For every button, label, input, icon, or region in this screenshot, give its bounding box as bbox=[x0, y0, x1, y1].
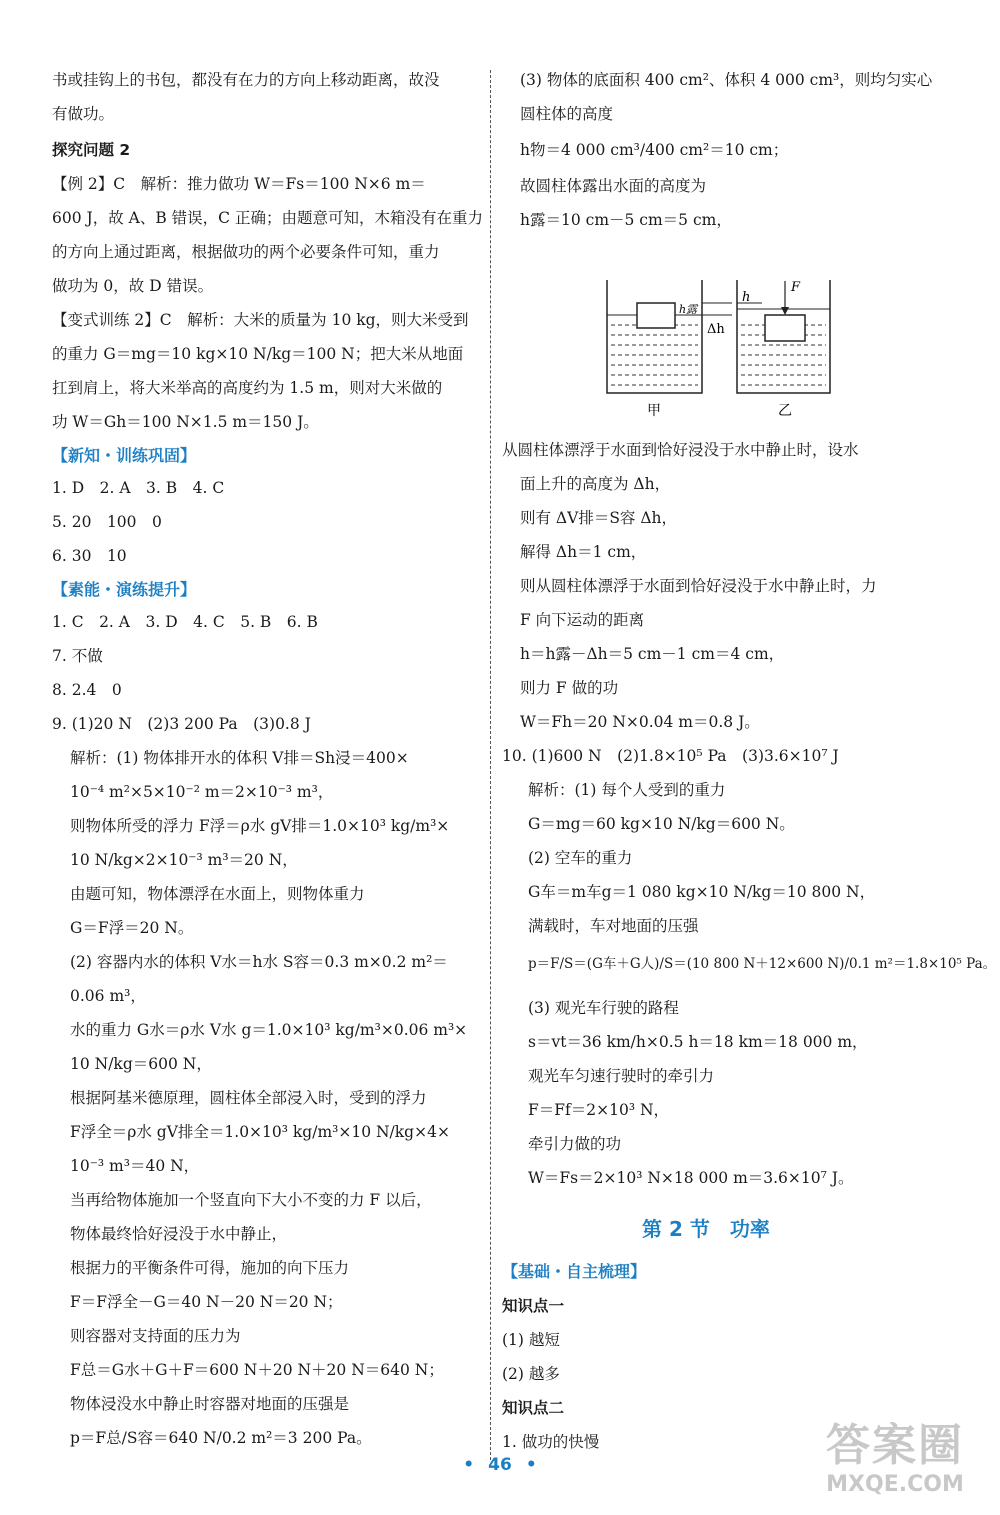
text-line: 书或挂钩上的书包，都没有在力的方向上移动距离，故没 bbox=[52, 71, 440, 89]
text-line: W＝Fs＝2×10³ N×18 000 m＝3.6×10⁷ J。 bbox=[528, 1169, 854, 1187]
text-line: 根据阿基米德原理，圆柱体全部浸入时，受到的浮力 bbox=[70, 1089, 427, 1107]
text-line: F总＝G水＋G＋F＝600 N＋20 N＋20 N＝640 N； bbox=[70, 1361, 444, 1379]
answer-line: 1. 做功的快慢 bbox=[502, 1433, 600, 1451]
text-line: h＝h露－Δh＝5 cm－1 cm＝4 cm， bbox=[520, 645, 785, 663]
text-line: 解析：(1) 物体排开水的体积 V排＝Sh浸＝400× bbox=[70, 749, 409, 767]
text-line: G＝mg＝60 kg×10 N/kg＝600 N。 bbox=[528, 815, 795, 833]
watermark-top: 答案圈 bbox=[826, 1420, 964, 1471]
cylinder-floating bbox=[637, 303, 675, 328]
knowledge-point-heading: 知识点一 bbox=[502, 1297, 565, 1315]
answer-line: (1) 越短 bbox=[502, 1331, 560, 1349]
text-line: 10⁻⁴ m²×5×10⁻² m＝2×10⁻³ m³， bbox=[70, 783, 334, 801]
text-line: F＝Ff＝2×10³ N， bbox=[528, 1101, 670, 1119]
answer-line: 7. 不做 bbox=[52, 647, 103, 665]
text-line: W＝Fh＝20 N×0.04 m＝0.8 J。 bbox=[520, 713, 760, 731]
text-line: (2) 容器内水的体积 V水＝h水 S容＝0.3 m×0.2 m²＝ bbox=[70, 953, 448, 971]
text-line: G＝F浮＝20 N。 bbox=[70, 919, 194, 937]
section-banner: 【新知・训练巩固】 bbox=[52, 446, 197, 465]
page-number-value: 46 bbox=[488, 1455, 512, 1475]
text-line: 【变式训练 2】C 解析：大米的质量为 10 kg，则大米受到 bbox=[52, 311, 469, 329]
text-line: 【例 2】C 解析：推力做功 W＝Fs＝100 N×6 m＝ bbox=[52, 175, 426, 193]
text-line: 则物体所受的浮力 F浮＝ρ水 gV排＝1.0×10³ kg/m³× bbox=[70, 817, 450, 835]
text-line: 功 W＝Gh＝100 N×1.5 m＝150 J。 bbox=[52, 413, 319, 431]
text-line: 面上升的高度为 Δh， bbox=[520, 475, 671, 493]
text-line: 当再给物体施加一个竖直向下大小不变的力 F 以后， bbox=[70, 1191, 432, 1209]
text-line: h物＝4 000 cm³/400 cm²＝10 cm； bbox=[520, 141, 789, 159]
text-line: F浮全＝ρ水 gV排全＝1.0×10³ kg/m³×10 N/kg×4× bbox=[70, 1123, 450, 1141]
column-divider bbox=[490, 70, 491, 1460]
text-line: p＝F/S＝(G车＋G人)/S＝(10 800 N＋12×600 N)/0.1 m²＝1.8×10⁵ Pa。 bbox=[528, 956, 997, 972]
text-line: 牵引力做的功 bbox=[528, 1135, 622, 1153]
answer-line: 10. (1)600 N (2)1.8×10⁵ Pa (3)3.6×10⁷ J bbox=[502, 747, 839, 765]
cylinder-submerged bbox=[765, 315, 805, 341]
text-line: 的方向上通过距离，根据做功的两个必要条件可知，重力 bbox=[52, 243, 440, 261]
caption-jia: 甲 bbox=[647, 403, 661, 419]
text-line: 0.06 m³， bbox=[70, 987, 146, 1005]
answer-line: 8. 2.4 0 bbox=[52, 681, 122, 699]
text-line: G车＝m车g＝1 080 kg×10 N/kg＝10 800 N， bbox=[528, 883, 876, 901]
text-line: (3) 物体的底面积 400 cm²、体积 4 000 cm³，则均匀实心 bbox=[520, 71, 933, 89]
text-line: 则从圆柱体漂浮于水面到恰好浸没于水中静止时，力 bbox=[520, 577, 877, 595]
text-line: 做功为 0，故 D 错误。 bbox=[52, 277, 214, 295]
text-line: (2) 空车的重力 bbox=[528, 849, 633, 867]
section-banner: 【基础・自主梳理】 bbox=[502, 1262, 647, 1281]
text-line: 600 J，故 A、B 错误，C 正确；由题意可知，木箱没有在重力 bbox=[52, 209, 483, 227]
text-line: 观光车匀速行驶时的牵引力 bbox=[528, 1067, 715, 1085]
watermark-logo bbox=[810, 1420, 980, 1505]
container-right bbox=[737, 280, 830, 393]
text-line: p＝F总/S容＝640 N/0.2 m²＝3 200 Pa。 bbox=[70, 1429, 372, 1447]
text-line: 扛到肩上，将大米举高的高度约为 1.5 m，则对大米做的 bbox=[52, 379, 443, 397]
text-line: h露＝10 cm－5 cm＝5 cm， bbox=[520, 211, 732, 229]
text-line: 由题可知，物体漂浮在水面上，则物体重力 bbox=[70, 885, 365, 903]
label-F: F bbox=[791, 280, 801, 295]
answer-line: 1. D 2. A 3. B 4. C bbox=[52, 479, 225, 497]
answer-line: 5. 20 100 0 bbox=[52, 513, 162, 531]
text-line: 则有 ΔV排＝S容 Δh， bbox=[520, 509, 678, 527]
text-line: 10⁻³ m³＝40 N， bbox=[70, 1157, 200, 1175]
page-number: • 46 • bbox=[463, 1455, 537, 1475]
chapter-title: 第 2 节 功率 bbox=[642, 1217, 770, 1241]
container-diagram bbox=[602, 275, 832, 420]
text-line: 从圆柱体漂浮于水面到恰好浸没于水中静止时，设水 bbox=[502, 441, 859, 459]
section-banner: 【素能・演练提升】 bbox=[52, 580, 197, 599]
text-line: s＝vt＝36 km/h×0.5 h＝18 km＝18 000 m， bbox=[528, 1033, 868, 1051]
watermark-bottom: MXQE.COM bbox=[826, 1472, 964, 1497]
label-delta-h: Δh bbox=[707, 322, 725, 337]
text-line: 解析：(1) 每个人受到的重力 bbox=[528, 781, 726, 799]
label-h: h bbox=[742, 290, 751, 305]
text-line: 解得 Δh＝1 cm， bbox=[520, 543, 647, 561]
section-heading: 探究问题 2 bbox=[52, 141, 131, 159]
text-line: 水的重力 G水＝ρ水 V水 g＝1.0×10³ kg/m³×0.06 m³× bbox=[70, 1021, 468, 1039]
text-line: 10 N/kg×2×10⁻³ m³＝20 N， bbox=[70, 851, 298, 869]
text-line: 则容器对支持面的压力为 bbox=[70, 1327, 241, 1345]
text-line: 则力 F 做的功 bbox=[520, 679, 619, 697]
answer-line: 9. (1)20 N (2)3 200 Pa (3)0.8 J bbox=[52, 715, 311, 733]
text-line: 有做功。 bbox=[52, 105, 115, 123]
text-line: F＝F浮全－G＝40 N－20 N＝20 N； bbox=[70, 1293, 343, 1311]
text-line: (3) 观光车行驶的路程 bbox=[528, 999, 679, 1017]
text-line: 10 N/kg＝600 N， bbox=[70, 1055, 212, 1073]
text-line: 满载时，车对地面的压强 bbox=[528, 917, 699, 935]
answer-line: 1. C 2. A 3. D 4. C 5. B 6. B bbox=[52, 613, 318, 631]
answer-line: 6. 30 10 bbox=[52, 547, 127, 565]
text-line: 故圆柱体露出水面的高度为 bbox=[520, 177, 707, 195]
answer-line: (2) 越多 bbox=[502, 1365, 560, 1383]
caption-yi: 乙 bbox=[778, 403, 792, 419]
text-line: 物体最终恰好浸没于水中静止， bbox=[70, 1225, 288, 1243]
text-line: F 向下运动的距离 bbox=[520, 611, 645, 629]
text-line: 物体浸没水中静止时容器对地面的压强是 bbox=[70, 1395, 350, 1413]
text-line: 根据力的平衡条件可得，施加的向下压力 bbox=[70, 1259, 350, 1277]
text-line: 圆柱体的高度 bbox=[520, 105, 614, 123]
label-h-lu: h露 bbox=[679, 303, 698, 316]
knowledge-point-heading: 知识点二 bbox=[502, 1399, 565, 1417]
text-line: 的重力 G＝mg＝10 kg×10 N/kg＝100 N；把大米从地面 bbox=[52, 345, 464, 363]
